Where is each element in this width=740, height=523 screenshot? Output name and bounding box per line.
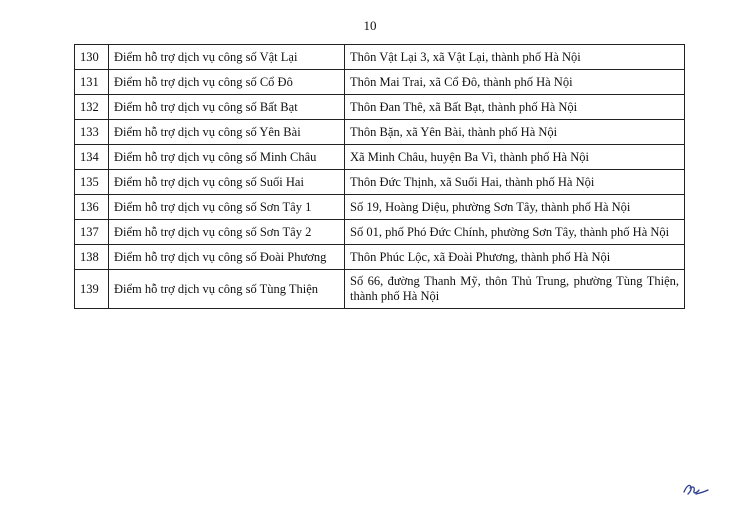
- service-point-address: Số 01, phố Phó Đức Chính, phường Sơn Tây, thành phố Hà Nội: [345, 220, 685, 245]
- table-row: [75, 45, 685, 70]
- service-point-address: Thôn Mai Trai, xã Cổ Đô, thành phố Hà Nội: [345, 70, 685, 95]
- table-row: [75, 145, 685, 170]
- service-point-name: Điểm hỗ trợ dịch vụ công số Suối Hai: [109, 170, 345, 195]
- table-row: [75, 170, 685, 195]
- row-number: 130: [75, 45, 109, 70]
- service-point-name: Điểm hỗ trợ dịch vụ công số Đoài Phương: [109, 245, 345, 270]
- row-number: 138: [75, 245, 109, 270]
- table-row: [75, 195, 685, 220]
- service-point-name: Điểm hỗ trợ dịch vụ công số Bất Bạt: [109, 95, 345, 120]
- service-point-address: Thôn Đan Thê, xã Bất Bạt, thành phố Hà Nội: [345, 95, 685, 120]
- table-row: [75, 220, 685, 245]
- row-number: 133: [75, 120, 109, 145]
- service-point-address: Thôn Vật Lại 3, xã Vật Lại, thành phố Hà Nội: [345, 45, 685, 70]
- row-number: 132: [75, 95, 109, 120]
- service-point-address: Thôn Phúc Lộc, xã Đoài Phương, thành phố Hà Nội: [345, 245, 685, 270]
- row-number: 136: [75, 195, 109, 220]
- service-point-address: Xã Minh Châu, huyện Ba Vì, thành phố Hà Nội: [345, 145, 685, 170]
- table-row: [75, 120, 685, 145]
- row-number: 139: [75, 270, 109, 309]
- signature-initials: [681, 481, 709, 497]
- table-row: [75, 70, 685, 95]
- row-number: 137: [75, 220, 109, 245]
- table-row: [75, 270, 685, 309]
- table-row: [75, 245, 685, 270]
- service-point-address: Số 66, đường Thanh Mỹ, thôn Thủ Trung, phường Tùng Thiện, thành phố Hà Nội: [345, 270, 685, 309]
- row-number: 131: [75, 70, 109, 95]
- table-row: [75, 95, 685, 120]
- service-point-address: Thôn Bặn, xã Yên Bài, thành phố Hà Nội: [345, 120, 685, 145]
- service-point-name: Điểm hỗ trợ dịch vụ công số Minh Châu: [109, 145, 345, 170]
- service-point-name: Điểm hỗ trợ dịch vụ công số Yên Bài: [109, 120, 345, 145]
- row-number: 135: [75, 170, 109, 195]
- service-point-name: Điểm hỗ trợ dịch vụ công số Vật Lại: [109, 45, 345, 70]
- page-number: 10: [363, 18, 377, 33]
- service-point-name: Điểm hỗ trợ dịch vụ công số Sơn Tây 1: [109, 195, 345, 220]
- row-number: 134: [75, 145, 109, 170]
- service-point-name: Điểm hỗ trợ dịch vụ công số Sơn Tây 2: [109, 220, 345, 245]
- service-point-address: Thôn Đức Thịnh, xã Suối Hai, thành phố Hà Nội: [345, 170, 685, 195]
- service-point-address: Số 19, Hoàng Diệu, phường Sơn Tây, thành phố Hà Nội: [345, 195, 685, 220]
- service-point-name: Điểm hỗ trợ dịch vụ công số Cổ Đô: [109, 70, 345, 95]
- service-points-table: [74, 44, 685, 309]
- service-point-name: Điểm hỗ trợ dịch vụ công số Tùng Thiện: [109, 270, 345, 309]
